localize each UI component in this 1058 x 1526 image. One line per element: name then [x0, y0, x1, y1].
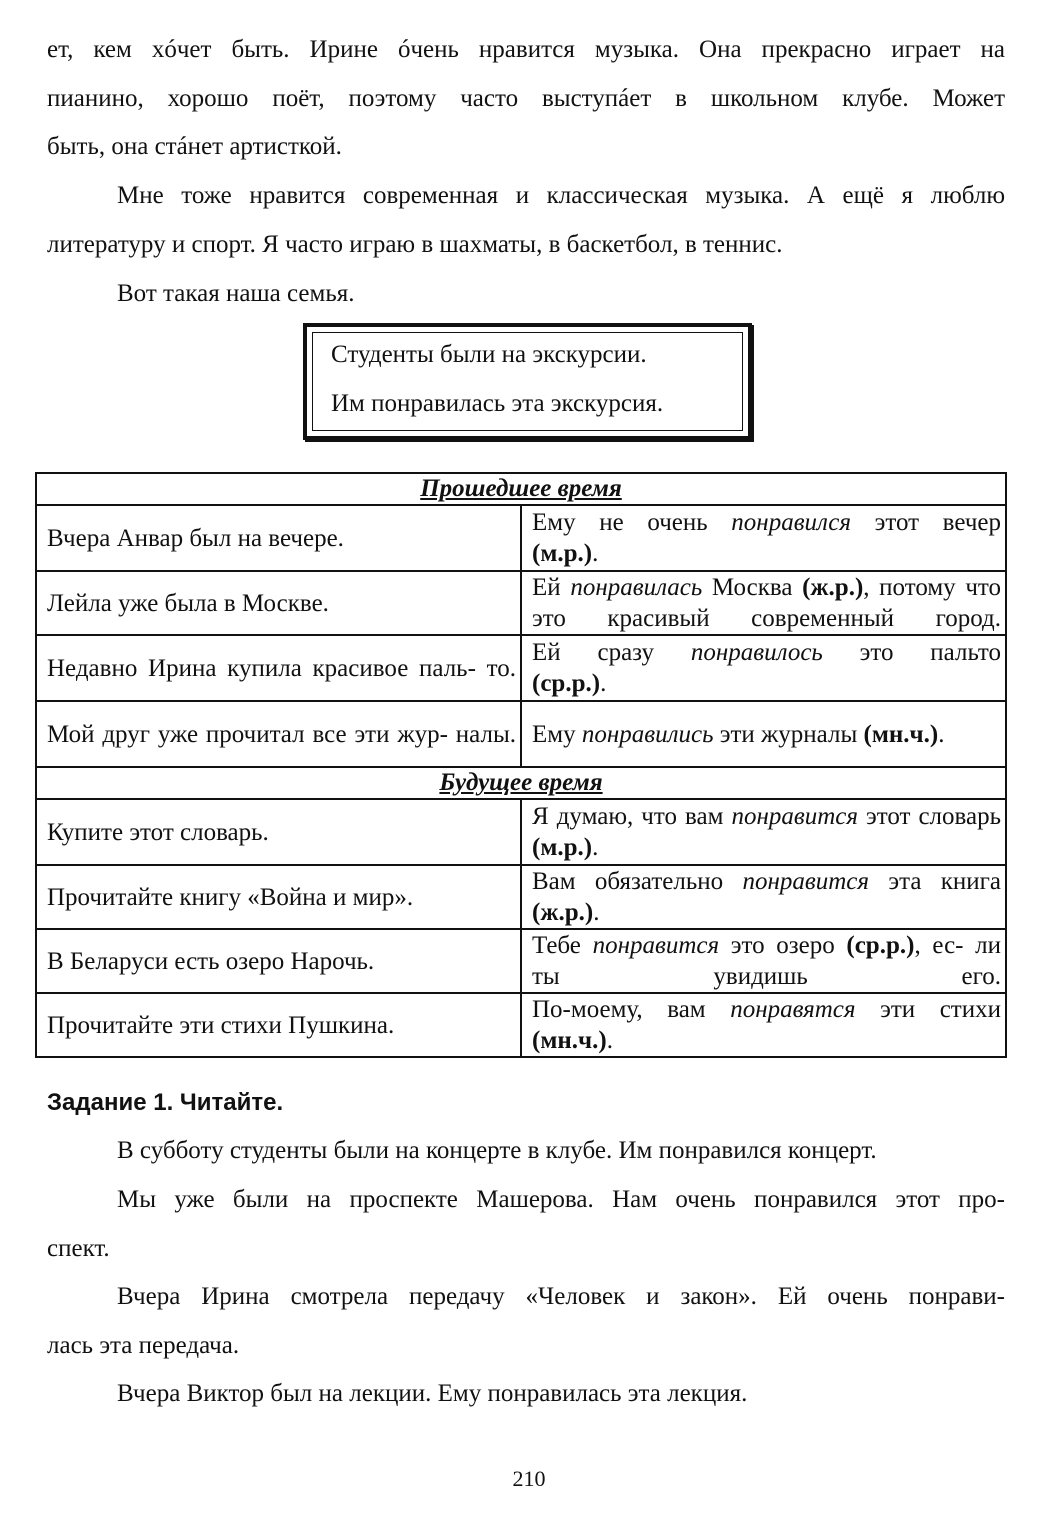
table-row	[36, 929, 1006, 993]
grammar-table	[35, 472, 1007, 1058]
page-number: 210	[512, 1466, 546, 1491]
task-line-1: В субботу студенты были на концерте в клубе. Им понравился концерт.	[117, 1137, 877, 1164]
task-title: Задание 1. Читайте.	[47, 1089, 284, 1116]
intro-line-3: быть, она стáнет артисткой.	[47, 133, 342, 160]
table-cell-left: В Беларуси есть озеро Нарочь.	[36, 929, 521, 993]
table-cell-left: Недавно Ирина купила красивое паль- то.	[36, 635, 521, 701]
table-cell-left: Лейла уже была в Москве.	[36, 571, 521, 635]
intro-line-2: пианино, хорошо поёт, поэтому часто выступáет в школьном клубе. Может	[47, 85, 1005, 112]
future-tense-header: Будущее время	[36, 767, 1006, 799]
example-frame	[303, 323, 752, 440]
table-cell-left: Прочитайте эти стихи Пушкина.	[36, 993, 521, 1057]
intro-line-1: ет, кем хóчет быть. Ирине óчень нравится музыка. Она прекрасно играет на	[47, 36, 1005, 63]
example-line-1: Студенты были на экскурсии.	[331, 341, 647, 368]
table-row	[36, 993, 1006, 1057]
table-row	[36, 635, 1006, 701]
intro-line-5: литературу и спорт. Я часто играю в шахматы, в баскетбол, в теннис.	[47, 231, 783, 258]
task-line-6: Вчера Виктор был на лекции. Ему понравилась эта лекция.	[117, 1380, 748, 1407]
table-cell-left: Вчера Анвар был на вечере.	[36, 505, 521, 571]
table-row	[36, 505, 1006, 571]
table-row	[36, 865, 1006, 929]
task-line-3: спект.	[47, 1235, 110, 1262]
table-cell-right: Ей сразу понравилось это пальто (ср.р.).	[521, 635, 1006, 701]
task-line-2: Мы уже были на проспекте Машерова. Нам очень понравился этот про-	[117, 1186, 1005, 1213]
intro-line-6: Вот такая наша семья.	[117, 280, 355, 307]
intro-line-4: Мне тоже нравится современная и классическая музыка. А ещё я люблю	[117, 182, 1005, 209]
table-row	[36, 701, 1006, 767]
table-row	[36, 799, 1006, 865]
table-cell-right: Вам обязательно понравится эта книга (ж.р.).	[521, 865, 1006, 929]
task-line-5: лась эта передача.	[47, 1332, 240, 1359]
table-cell-right: Ему понравились эти журналы (мн.ч.).	[521, 701, 1006, 767]
table-row	[36, 571, 1006, 635]
example-line-2: Им понравилась эта экскурсия.	[331, 390, 664, 417]
task-line-4: Вчера Ирина смотрела передачу «Человек и закон». Ей очень понрави-	[117, 1283, 1005, 1310]
table-cell-right: Ему не очень понравился этот вечер (м.р.).	[521, 505, 1006, 571]
table-header-row	[36, 473, 1006, 505]
table-cell-right: Я думаю, что вам понравится этот словарь (м.р.).	[521, 799, 1006, 865]
table-cell-right: Ей понравилась Москва (ж.р.), потому что это красивый современный город.	[521, 571, 1006, 635]
table-cell-left: Мой друг уже прочитал все эти жур- налы.	[36, 701, 521, 767]
table-cell-right: По-моему, вам понравятся эти стихи (мн.ч.).	[521, 993, 1006, 1057]
table-header-row	[36, 767, 1006, 799]
table-cell-right: Тебе понравится это озеро (ср.р.), ес- ли ты увидишь его.	[521, 929, 1006, 993]
table-cell-left: Прочитайте книгу «Война и мир».	[36, 865, 521, 929]
table-cell-left: Купите этот словарь.	[36, 799, 521, 865]
past-tense-header: Прошедшее время	[36, 473, 1006, 505]
